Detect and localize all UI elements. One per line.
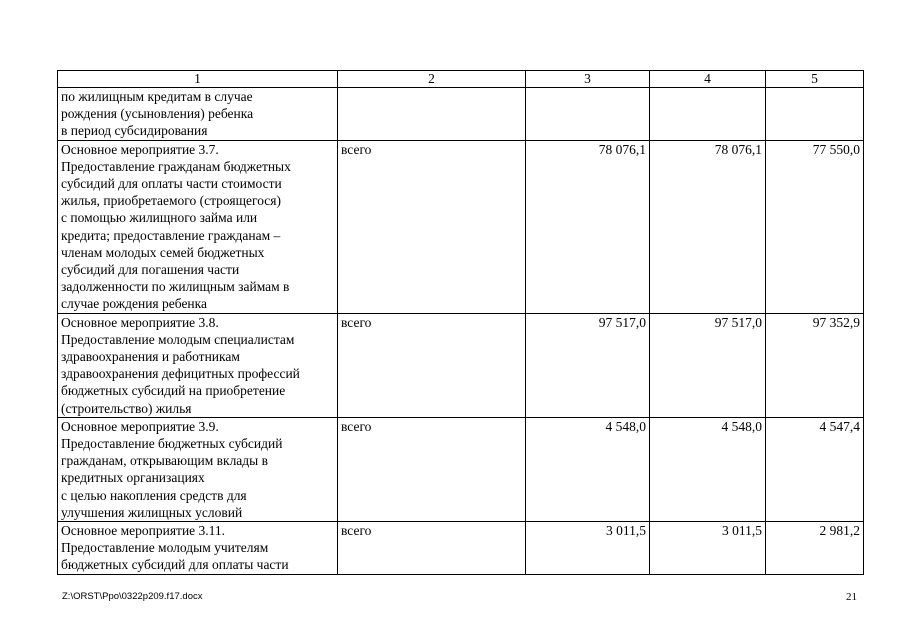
page-number: 21 (846, 591, 857, 603)
column-header: 1 (58, 71, 338, 88)
funding-type: всего (338, 522, 526, 575)
column-header: 5 (766, 71, 864, 88)
value-col4 (650, 88, 766, 141)
value-col3: 4 548,0 (526, 417, 650, 521)
value-col5: 2 981,2 (766, 522, 864, 575)
measure-description: по жилищным кредитам в случае рождения (усыновления) ребенка в период субсидирования (58, 88, 338, 141)
table-row (58, 522, 864, 575)
value-col3: 3 011,5 (526, 522, 650, 575)
table-row (58, 140, 864, 313)
funding-type: всего (338, 140, 526, 313)
column-header: 2 (338, 71, 526, 88)
value-col3 (526, 88, 650, 141)
value-col3: 97 517,0 (526, 313, 650, 417)
value-col3: 78 076,1 (526, 140, 650, 313)
measure-description: Основное мероприятие 3.9. Предоставление бюджетных субсидий гражданам, открывающим вклады в кредитных организациях с целью накопления средств для улучшения жилищных условий (58, 417, 338, 521)
measure-description: Основное мероприятие 3.7. Предоставление гражданам бюджетных субсидий для оплаты части стоимости жилья, приобретаемого (строящегося) с помощью жилищного займа или кредита; предоставление гражданам – членам молодых семей бюджетных субсидий для погашения части задолженности по жилищным займам в случае рождения ребенка (58, 140, 338, 313)
value-col5: 97 352,9 (766, 313, 864, 417)
value-col4: 78 076,1 (650, 140, 766, 313)
table-header-row (58, 71, 864, 88)
budget-table (57, 70, 864, 575)
column-header: 4 (650, 71, 766, 88)
table-row (58, 313, 864, 417)
table-row (58, 417, 864, 521)
value-col4: 97 517,0 (650, 313, 766, 417)
measure-description: Основное мероприятие 3.8. Предоставление молодым специалистам здравоохранения и работникам здравоохранения дефицитных профессий бюджетных субсидий на приобретение (строительство) жилья (58, 313, 338, 417)
funding-type: всего (338, 313, 526, 417)
funding-type: всего (338, 417, 526, 521)
file-path: Z:\ORST\Ppo\0322p209.f17.docx (62, 591, 203, 602)
funding-type (338, 88, 526, 141)
value-col4: 3 011,5 (650, 522, 766, 575)
value-col5 (766, 88, 864, 141)
measure-description: Основное мероприятие 3.11. Предоставление молодым учителям бюджетных субсидий для оплаты части (58, 522, 338, 575)
value-col5: 4 547,4 (766, 417, 864, 521)
value-col5: 77 550,0 (766, 140, 864, 313)
table-row (58, 88, 864, 141)
value-col4: 4 548,0 (650, 417, 766, 521)
column-header: 3 (526, 71, 650, 88)
